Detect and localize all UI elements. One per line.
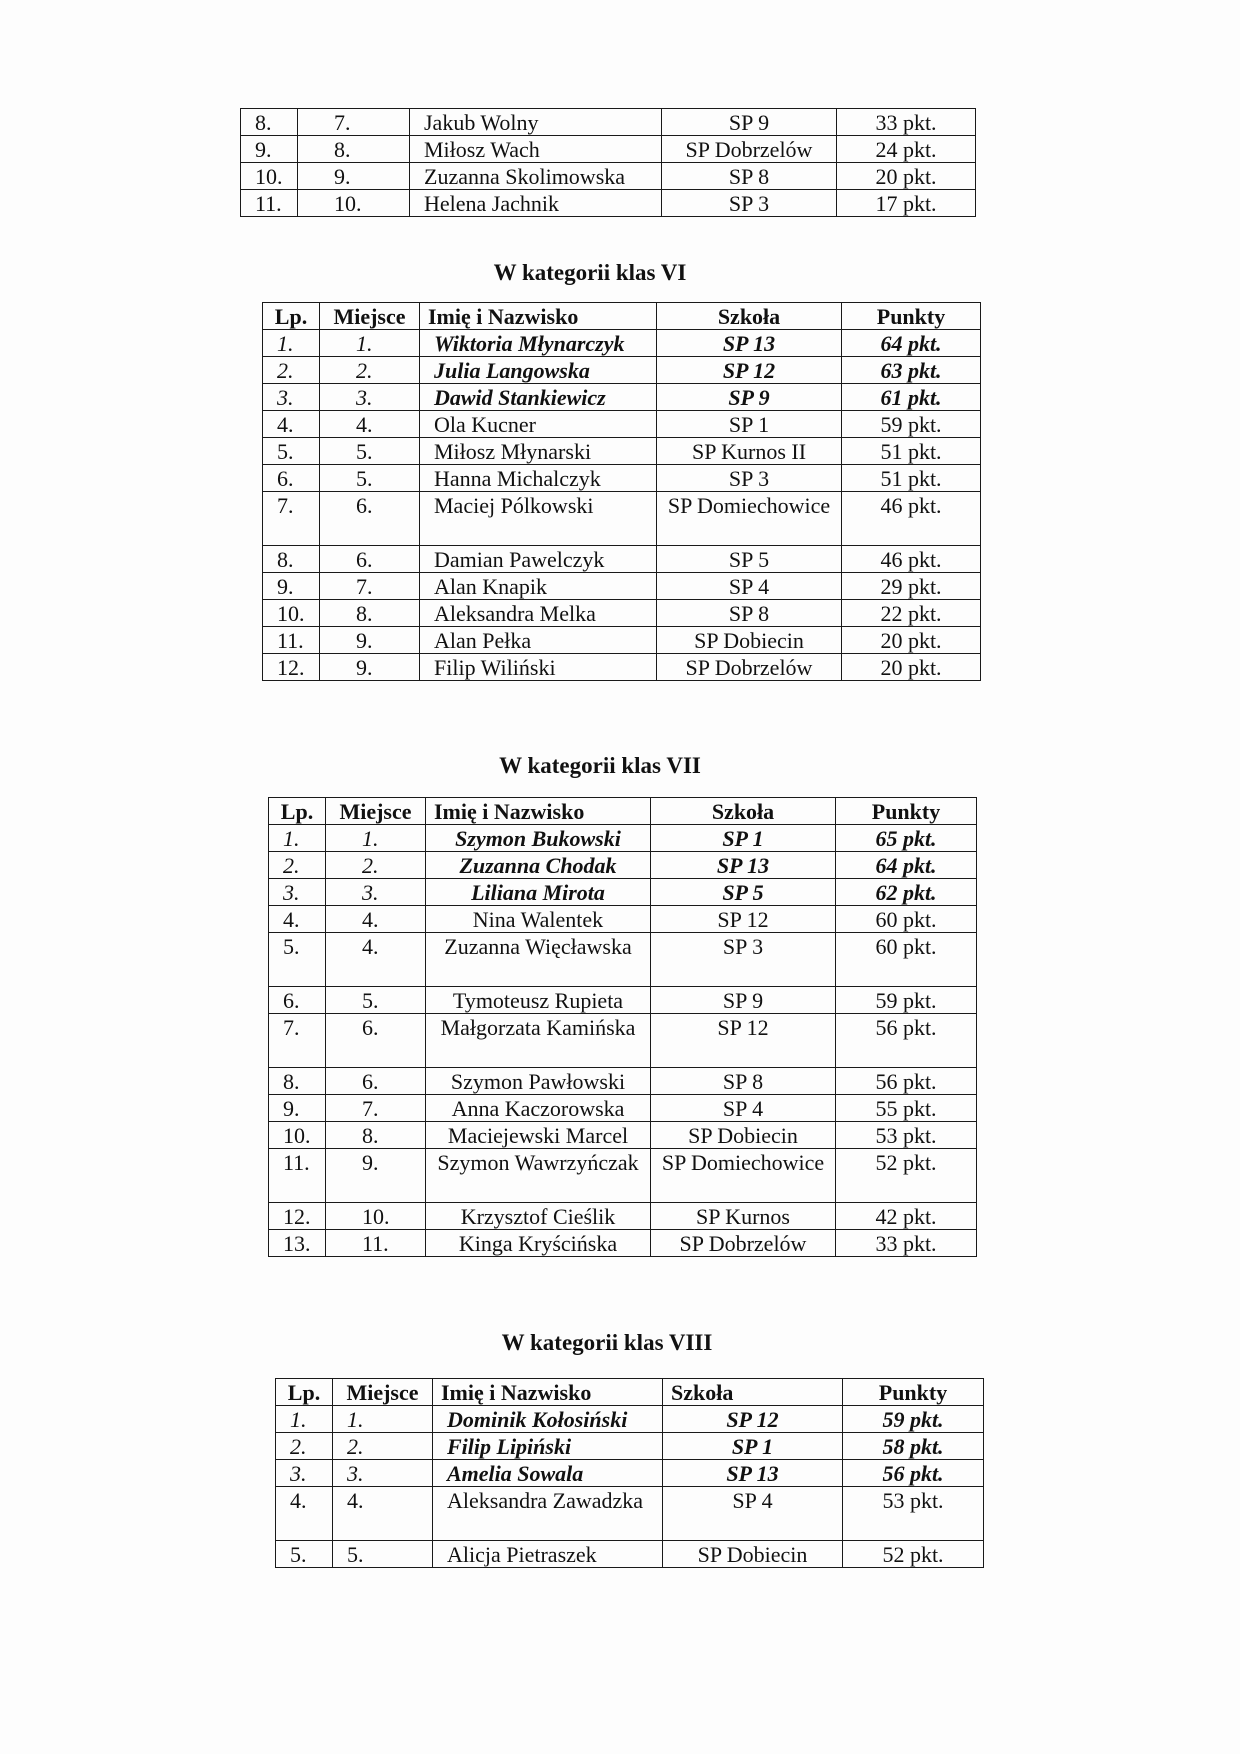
header-points: Punkty [842, 303, 981, 330]
lp-cell: 13. [269, 1230, 326, 1257]
name-cell: Szymon Pawłowski [426, 1068, 651, 1095]
name-cell: Julia Langowska [420, 357, 657, 384]
points-cell: 53 pkt. [843, 1487, 984, 1541]
header-place: Miejsce [326, 798, 426, 825]
points-cell: 64 pkt. [836, 852, 977, 879]
header-name: Imię i Nazwisko [426, 798, 651, 825]
points-cell: 52 pkt. [836, 1149, 977, 1203]
lp-cell: 8. [269, 1068, 326, 1095]
table-row [269, 1014, 977, 1068]
place-cell: 9. [326, 1149, 426, 1203]
place-cell: 2. [333, 1433, 433, 1460]
header-lp: Lp. [269, 798, 326, 825]
table-row [269, 1095, 977, 1122]
results-table-vii [268, 797, 977, 1257]
school-cell: SP 4 [651, 1095, 836, 1122]
results-table-vi [262, 302, 981, 681]
lp-cell: 9. [269, 1095, 326, 1122]
lp-cell: 4. [263, 411, 320, 438]
school-cell: SP 12 [651, 906, 836, 933]
place-cell: 2. [320, 357, 420, 384]
points-cell: 63 pkt. [842, 357, 981, 384]
name-cell: Zuzanna Skolimowska [410, 163, 662, 190]
name-cell: Zuzanna Więcławska [426, 933, 651, 987]
school-cell: SP 9 [662, 109, 837, 136]
name-cell: Helena Jachnik [410, 190, 662, 217]
table-row [269, 879, 977, 906]
lp-cell: 10. [263, 600, 320, 627]
points-cell: 42 pkt. [836, 1203, 977, 1230]
header-points: Punkty [836, 798, 977, 825]
school-cell: SP 13 [651, 852, 836, 879]
school-cell: SP 5 [651, 879, 836, 906]
lp-cell: 3. [263, 384, 320, 411]
points-cell: 20 pkt. [837, 163, 976, 190]
place-cell: 6. [326, 1068, 426, 1095]
place-cell: 8. [326, 1122, 426, 1149]
header-school: Szkoła [663, 1379, 843, 1406]
table-row [263, 384, 981, 411]
place-cell: 4. [320, 411, 420, 438]
points-cell: 62 pkt. [836, 879, 977, 906]
name-cell: Zuzanna Chodak [426, 852, 651, 879]
lp-cell: 11. [241, 190, 298, 217]
results-table-v-continued [240, 108, 976, 217]
school-cell: SP 1 [663, 1433, 843, 1460]
lp-cell: 5. [263, 438, 320, 465]
table-row [241, 136, 976, 163]
name-cell: Szymon Wawrzyńczak [426, 1149, 651, 1203]
lp-cell: 4. [269, 906, 326, 933]
school-cell: SP 1 [651, 825, 836, 852]
place-cell: 8. [298, 136, 410, 163]
table-row [269, 933, 977, 987]
section-heading-vi: W kategorii klas VI [493, 260, 687, 285]
school-cell: SP 8 [657, 600, 842, 627]
name-cell: Kinga Kryścińska [426, 1230, 651, 1257]
place-cell: 1. [333, 1406, 433, 1433]
place-cell: 9. [320, 627, 420, 654]
table-row [263, 573, 981, 600]
name-cell: Filip Wiliński [420, 654, 657, 681]
points-cell: 17 pkt. [837, 190, 976, 217]
lp-cell: 2. [276, 1433, 333, 1460]
school-cell: SP Kurnos [651, 1203, 836, 1230]
table-row [263, 330, 981, 357]
lp-cell: 3. [269, 879, 326, 906]
lp-cell: 9. [263, 573, 320, 600]
school-cell: SP 8 [662, 163, 837, 190]
table-row [263, 465, 981, 492]
place-cell: 7. [298, 109, 410, 136]
name-cell: Dominik Kołosiński [433, 1406, 663, 1433]
place-cell: 10. [298, 190, 410, 217]
place-cell: 3. [320, 384, 420, 411]
name-cell: Alicja Pietraszek [433, 1541, 663, 1568]
school-cell: SP Dobiecin [651, 1122, 836, 1149]
school-cell: SP Kurnos II [657, 438, 842, 465]
school-cell: SP Dobrzelów [651, 1230, 836, 1257]
table-row [241, 190, 976, 217]
table-row [269, 1149, 977, 1203]
place-cell: 11. [326, 1230, 426, 1257]
name-cell: Małgorzata Kamińska [426, 1014, 651, 1068]
school-cell: SP 4 [663, 1487, 843, 1541]
table-row [263, 492, 981, 546]
table-header-row [269, 798, 977, 825]
lp-cell: 5. [269, 933, 326, 987]
school-cell: SP 13 [663, 1460, 843, 1487]
school-cell: SP 5 [657, 546, 842, 573]
points-cell: 60 pkt. [836, 906, 977, 933]
points-cell: 64 pkt. [842, 330, 981, 357]
table-row [276, 1541, 984, 1568]
table-row [276, 1460, 984, 1487]
header-school: Szkoła [657, 303, 842, 330]
name-cell: Jakub Wolny [410, 109, 662, 136]
place-cell: 4. [333, 1487, 433, 1541]
points-cell: 52 pkt. [843, 1541, 984, 1568]
points-cell: 46 pkt. [842, 546, 981, 573]
name-cell: Dawid Stankiewicz [420, 384, 657, 411]
name-cell: Nina Walentek [426, 906, 651, 933]
lp-cell: 6. [263, 465, 320, 492]
section-heading-vii: W kategorii klas VII [499, 753, 701, 778]
lp-cell: 1. [276, 1406, 333, 1433]
school-cell: SP 8 [651, 1068, 836, 1095]
school-cell: SP 4 [657, 573, 842, 600]
school-cell: SP 9 [657, 384, 842, 411]
points-cell: 53 pkt. [836, 1122, 977, 1149]
lp-cell: 12. [263, 654, 320, 681]
place-cell: 6. [320, 546, 420, 573]
lp-cell: 4. [276, 1487, 333, 1541]
place-cell: 7. [320, 573, 420, 600]
results-table-viii [275, 1378, 984, 1568]
points-cell: 58 pkt. [843, 1433, 984, 1460]
place-cell: 3. [326, 879, 426, 906]
points-cell: 20 pkt. [842, 654, 981, 681]
lp-cell: 7. [263, 492, 320, 546]
points-cell: 59 pkt. [842, 411, 981, 438]
table-row [269, 906, 977, 933]
name-cell: Liliana Mirota [426, 879, 651, 906]
name-cell: Anna Kaczorowska [426, 1095, 651, 1122]
table-row [263, 546, 981, 573]
lp-cell: 3. [276, 1460, 333, 1487]
lp-cell: 8. [241, 109, 298, 136]
school-cell: SP Dobiecin [657, 627, 842, 654]
points-cell: 33 pkt. [836, 1230, 977, 1257]
name-cell: Ola Kucner [420, 411, 657, 438]
place-cell: 9. [320, 654, 420, 681]
header-lp: Lp. [263, 303, 320, 330]
place-cell: 1. [326, 825, 426, 852]
table-header-row [263, 303, 981, 330]
place-cell: 10. [326, 1203, 426, 1230]
name-cell: Tymoteusz Rupieta [426, 987, 651, 1014]
table-row [276, 1487, 984, 1541]
place-cell: 4. [326, 906, 426, 933]
table-row [269, 1122, 977, 1149]
points-cell: 51 pkt. [842, 465, 981, 492]
table-row [269, 1230, 977, 1257]
points-cell: 55 pkt. [836, 1095, 977, 1122]
name-cell: Szymon Bukowski [426, 825, 651, 852]
name-cell: Alan Knapik [420, 573, 657, 600]
table-row [241, 109, 976, 136]
school-cell: SP 13 [657, 330, 842, 357]
name-cell: Amelia Sowala [433, 1460, 663, 1487]
place-cell: 6. [320, 492, 420, 546]
place-cell: 8. [320, 600, 420, 627]
table-row [263, 357, 981, 384]
place-cell: 9. [298, 163, 410, 190]
table-row [276, 1433, 984, 1460]
place-cell: 6. [326, 1014, 426, 1068]
place-cell: 2. [326, 852, 426, 879]
table-row [263, 411, 981, 438]
table-row [263, 654, 981, 681]
school-cell: SP 12 [651, 1014, 836, 1068]
lp-cell: 7. [269, 1014, 326, 1068]
place-cell: 7. [326, 1095, 426, 1122]
school-cell: SP Dobrzelów [662, 136, 837, 163]
school-cell: SP Dobiecin [663, 1541, 843, 1568]
lp-cell: 6. [269, 987, 326, 1014]
place-cell: 3. [333, 1460, 433, 1487]
table-row [263, 627, 981, 654]
table-row [269, 825, 977, 852]
place-cell: 5. [333, 1541, 433, 1568]
table-row [269, 852, 977, 879]
school-cell: SP 3 [651, 933, 836, 987]
school-cell: SP 3 [662, 190, 837, 217]
lp-cell: 1. [269, 825, 326, 852]
header-place: Miejsce [320, 303, 420, 330]
lp-cell: 8. [263, 546, 320, 573]
name-cell: Hanna Michalczyk [420, 465, 657, 492]
points-cell: 61 pkt. [842, 384, 981, 411]
name-cell: Krzysztof Cieślik [426, 1203, 651, 1230]
header-school: Szkoła [651, 798, 836, 825]
place-cell: 4. [326, 933, 426, 987]
school-cell: SP Domiechowice [657, 492, 842, 546]
points-cell: 56 pkt. [836, 1068, 977, 1095]
lp-cell: 11. [269, 1149, 326, 1203]
header-points: Punkty [843, 1379, 984, 1406]
name-cell: Aleksandra Melka [420, 600, 657, 627]
lp-cell: 12. [269, 1203, 326, 1230]
school-cell: SP 12 [663, 1406, 843, 1433]
table-row [263, 438, 981, 465]
lp-cell: 1. [263, 330, 320, 357]
table-row [269, 1203, 977, 1230]
name-cell: Maciej Pólkowski [420, 492, 657, 546]
place-cell: 1. [320, 330, 420, 357]
school-cell: SP 9 [651, 987, 836, 1014]
school-cell: SP Domiechowice [651, 1149, 836, 1203]
points-cell: 51 pkt. [842, 438, 981, 465]
school-cell: SP 12 [657, 357, 842, 384]
header-place: Miejsce [333, 1379, 433, 1406]
points-cell: 29 pkt. [842, 573, 981, 600]
header-lp: Lp. [276, 1379, 333, 1406]
table-row [269, 1068, 977, 1095]
place-cell: 5. [326, 987, 426, 1014]
name-cell: Maciejewski Marcel [426, 1122, 651, 1149]
points-cell: 22 pkt. [842, 600, 981, 627]
name-cell: Damian Pawelczyk [420, 546, 657, 573]
points-cell: 56 pkt. [843, 1460, 984, 1487]
points-cell: 60 pkt. [836, 933, 977, 987]
name-cell: Alan Pełka [420, 627, 657, 654]
lp-cell: 2. [269, 852, 326, 879]
points-cell: 33 pkt. [837, 109, 976, 136]
points-cell: 46 pkt. [842, 492, 981, 546]
lp-cell: 9. [241, 136, 298, 163]
points-cell: 24 pkt. [837, 136, 976, 163]
lp-cell: 5. [276, 1541, 333, 1568]
name-cell: Aleksandra Zawadzka [433, 1487, 663, 1541]
points-cell: 20 pkt. [842, 627, 981, 654]
lp-cell: 10. [269, 1122, 326, 1149]
points-cell: 59 pkt. [836, 987, 977, 1014]
lp-cell: 10. [241, 163, 298, 190]
table-row [241, 163, 976, 190]
header-name: Imię i Nazwisko [433, 1379, 663, 1406]
points-cell: 56 pkt. [836, 1014, 977, 1068]
name-cell: Miłosz Młynarski [420, 438, 657, 465]
table-row [276, 1406, 984, 1433]
school-cell: SP 3 [657, 465, 842, 492]
school-cell: SP Dobrzelów [657, 654, 842, 681]
school-cell: SP 1 [657, 411, 842, 438]
lp-cell: 11. [263, 627, 320, 654]
name-cell: Miłosz Wach [410, 136, 662, 163]
place-cell: 5. [320, 438, 420, 465]
lp-cell: 2. [263, 357, 320, 384]
place-cell: 5. [320, 465, 420, 492]
name-cell: Filip Lipiński [433, 1433, 663, 1460]
points-cell: 59 pkt. [843, 1406, 984, 1433]
table-row [269, 987, 977, 1014]
header-name: Imię i Nazwisko [420, 303, 657, 330]
section-heading-viii: W kategorii klas VIII [501, 1330, 713, 1355]
table-row [263, 600, 981, 627]
table-header-row [276, 1379, 984, 1406]
name-cell: Wiktoria Młynarczyk [420, 330, 657, 357]
points-cell: 65 pkt. [836, 825, 977, 852]
